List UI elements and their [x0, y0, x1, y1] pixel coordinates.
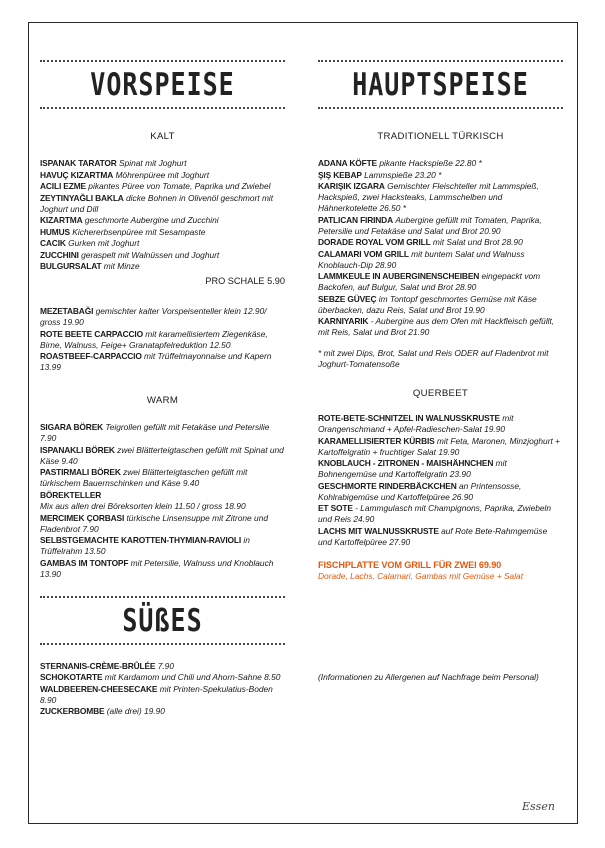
menu-item — [40, 227, 285, 238]
item-desc: pikantes Püree von Tomate, Paprika und Zwiebel — [88, 181, 271, 191]
menu-item — [40, 661, 285, 672]
item-name: HUMUS — [40, 226, 70, 237]
menu-item — [318, 271, 563, 293]
item-desc: Möhrenpüree mit Joghurt — [115, 169, 210, 180]
menu-item — [40, 329, 285, 351]
subheading-querbeet: QUERBEET — [412, 388, 469, 399]
trad-list — [318, 158, 563, 338]
item-name: SELBSTGEMACHTE KAROTTEN-THYMIAN-RAVIOLI — [40, 535, 242, 545]
divider-top — [40, 60, 285, 62]
item-desc: mit Orangenschmand + Apfel-Radieschen-Salat 19.90 — [318, 413, 514, 434]
item-name: LAMMKEULE IN AUBERGINENSCHEIBEN — [318, 271, 480, 281]
item-name: KIZARTMA — [40, 215, 83, 225]
item-desc: dicke Bohnen in Olivenöl geschmort mit Joghurt und Dill — [40, 192, 274, 214]
divider-top — [318, 60, 563, 62]
item-desc: geschmorte Aubergine und Zucchini — [84, 215, 219, 225]
item-desc: Gemischter Fleischteller mit Lammspieß, Hackspieß, zwei Hacksteaks, Lammschelben und Hähnerkotelette 26.50 * — [318, 181, 539, 213]
item-name: HAVUÇ KIZARTMA — [40, 169, 114, 180]
item-name: ROTE-BETE-SCHNITZEL IN WALNUSSKRUSTE — [318, 413, 500, 423]
item-desc: Gurken mit Joghurt — [68, 238, 140, 248]
item-name: ET SOTE — [318, 503, 353, 513]
item-name: CALAMARI VOM GRILL — [318, 248, 409, 259]
menu-item — [40, 672, 285, 683]
item-name: KARAMELLISIERTER KÜRBIS — [318, 435, 435, 446]
kalt-price: PRO SCHALE 5.90 — [205, 276, 285, 286]
heading-hauptspeise: HAUPTSPEISE — [352, 66, 529, 103]
item-name: GAMBAS IM TONTOPF — [40, 557, 129, 568]
menu-item — [40, 467, 285, 489]
item-name: CACIK — [40, 238, 66, 248]
item-desc: mit Kardamom und Chili und Ahorn-Sahne 8.50 — [104, 672, 281, 682]
menu-item — [318, 158, 563, 169]
item-desc: gemischter kalter Vorspeisenteller klein 12.90/ gross 19.90 — [40, 306, 267, 327]
item-name: KARNIYARIK — [318, 316, 369, 326]
menu-item — [318, 526, 563, 548]
menu-item — [40, 535, 285, 557]
item-desc: Kichererbsenpüree mit Sesampaste — [72, 226, 206, 237]
item-desc: zwei Blätterteigtaschen gefüllt mit Spinat und Käse 9.40 — [40, 444, 284, 466]
item-name: MEZETABAĞI — [40, 306, 94, 316]
menu-item — [40, 193, 285, 215]
menu-item — [318, 481, 563, 503]
item-name: ZEYTINYAĞLI BAKLA — [40, 192, 124, 203]
item-desc: an Printensosse, Kohlrabigemüse und Kartoffelpüree 26.90 — [318, 480, 522, 502]
querbeet-list — [318, 413, 563, 548]
menu-item — [40, 250, 285, 261]
menu-item — [40, 351, 285, 373]
item-desc: auf Rote Bete-Rahmgemüse und Kartoffelpüree 27.90 — [318, 525, 548, 547]
menu-item — [40, 170, 285, 181]
item-name: DORADE ROYAL VOM GRILL — [318, 237, 431, 247]
menu-item — [40, 158, 285, 169]
item-name: GESCHMORTE RINDERBÄCKCHEN — [318, 480, 457, 491]
item-name: BULGURSALAT — [40, 261, 102, 271]
kalt-list-2 — [40, 306, 285, 373]
menu-item — [318, 413, 563, 435]
menu-item — [40, 684, 285, 706]
signature: Essen — [522, 800, 555, 813]
menu-item — [40, 238, 285, 249]
menu-item — [40, 513, 285, 535]
item-name: SIGARA BÖREK — [40, 422, 104, 432]
item-name: ACILI EZME — [40, 181, 86, 191]
menu-item — [318, 181, 563, 214]
item-name: ROASTBEEF-CARPACCIO — [40, 351, 142, 361]
menu-item — [40, 422, 285, 444]
item-desc: Teigrollen gefüllt mit Fetakäse und Petersilie 7.90 — [40, 422, 270, 443]
warm-list — [40, 422, 285, 580]
menu-item — [40, 706, 285, 717]
menu-item — [40, 445, 285, 467]
menu-item — [318, 215, 563, 237]
subheading-traditionell: TRADITIONELL TÜRKISCH — [377, 131, 504, 142]
item-desc: mit Feta, Maronen, Minzjoghurt + Kartoffelgratin + fruchtiger Salat 19.90 — [318, 435, 561, 457]
menu-item — [318, 458, 563, 480]
item-name: ISPANAK TARATOR — [40, 158, 117, 168]
subheading-kalt: KALT — [150, 131, 175, 142]
menu-item — [40, 215, 285, 226]
menu-item — [40, 490, 285, 501]
heading-suesses: SÜßES — [122, 601, 203, 639]
menu-item — [318, 503, 563, 525]
item-name: ZUCKERBOMBE — [40, 706, 105, 716]
divider — [40, 107, 285, 109]
item-desc: - Lammgulasch mit Champignons, Paprika, Zwiebeln und Reis 24.90 — [318, 503, 552, 524]
item-desc: pikante Hackspieße 22.80 * — [379, 158, 482, 168]
heading-vorspeise: VORSPEISE — [90, 66, 235, 103]
item-desc: 7.90 — [157, 660, 174, 671]
item-name: PASTIRMALI BÖREK — [40, 467, 121, 477]
item-desc: im Tontopf geschmortes Gemüse mit Käse überbacken, dazu Reis, Salat und Brot 19.90 — [318, 293, 537, 315]
item-name: ISPANAKLI BÖREK — [40, 444, 115, 455]
divider — [40, 643, 285, 645]
item-desc: mit Salat und Brot 28.90 — [432, 237, 523, 247]
item-desc: zwei Blätterteigtaschen gefüllt mit türkischem Bauernschinken und Käse 9.40 — [40, 467, 248, 488]
item-desc: geraspelt mit Walnüssen und Joghurt — [81, 249, 220, 260]
menu-item — [318, 316, 563, 338]
menu-item — [40, 501, 285, 512]
item-desc: eingepackt vom Backofen, auf Bulgur, Salat und Brot 28.90 — [318, 271, 541, 292]
menu-item — [40, 306, 285, 328]
item-desc: Lammspieße 23.20 * — [364, 169, 442, 180]
item-desc: mit Trüffelmayonnaise und Kapern 13.99 — [40, 351, 272, 372]
item-desc: Spinat mit Joghurt — [119, 158, 187, 168]
item-name: KARIŞIK IZGARA — [318, 181, 385, 191]
fisch-desc: Dorade, Lachs, Calamari, Gambas mit Gemüse + Salat — [318, 571, 524, 581]
kalt-list — [40, 158, 285, 272]
menu-item — [40, 181, 285, 192]
menu-item — [318, 237, 563, 248]
subheading-warm: WARM — [146, 395, 179, 406]
item-desc: mit Petersilie, Walnuss und Knoblauch 13.90 — [40, 557, 274, 579]
item-name: WALDBEEREN-CHEESECAKE — [40, 683, 158, 694]
item-name: PATLICAN FIRINDA — [318, 214, 393, 225]
divider — [318, 107, 563, 109]
item-name: ŞIŞ KEBAP — [318, 169, 362, 180]
item-name: STERNANIS-CRÈME-BRÛLÉE — [40, 660, 156, 671]
item-desc: mit Printen-Spekulatius-Boden 8.90 — [40, 683, 273, 705]
item-desc: (alle drei) 19.90 — [106, 706, 165, 716]
menu-item — [40, 261, 285, 272]
item-name: SEBZE GÜVEÇ — [318, 293, 377, 304]
item-name: ADANA KÖFTE — [318, 158, 377, 168]
item-desc: mit Minze — [103, 261, 140, 271]
item-desc: mit karamellisiertem Ziegenkäse, Birne, Walnuss, Feige+ Granatapfelreduktion 12.50 — [40, 328, 268, 350]
item-name: ROTE BEETE CARPACCIO — [40, 328, 143, 339]
item-desc: Aubergine gefüllt mit Tomaten, Paprika, Petersilie und Fetakäse und Salat und Brot 20.90 — [318, 214, 542, 236]
fisch-title: FISCHPLATTE VOM GRILL FÜR ZWEI 69.90 — [318, 559, 502, 570]
item-desc: mit Bohnengemüse und Kartoffelgratin 23.90 — [318, 458, 507, 479]
item-desc: in Trüffelrahm 13.50 — [40, 535, 250, 556]
item-desc: Mix aus allen drei Böreksorten klein 11.50 / gross 18.90 — [40, 501, 246, 511]
item-desc: türkische Linsensuppe mit Zitrone und Fladenbrot 7.90 — [40, 512, 269, 534]
item-name: SCHOKOTARTE — [40, 672, 103, 682]
menu-item — [318, 249, 563, 271]
right-column — [318, 60, 563, 684]
note: * mit zwei Dips, Brot, Salat und Reis ODER auf Fladenbrot mit Joghurt-Tomatensoße — [318, 348, 549, 369]
item-name: ZUCCHINI — [40, 249, 79, 260]
menu-item — [318, 170, 563, 181]
item-name: LACHS MIT WALNUSSKRUSTE — [318, 525, 439, 536]
allergen-note: (Informationen zu Allergenen auf Nachfrage beim Personal) — [318, 672, 539, 682]
menu-item — [318, 294, 563, 316]
divider — [40, 596, 285, 598]
item-desc: mit buntem Salat und Walnuss Knoblauch-Dip 28.90 — [318, 248, 525, 270]
item-desc: - Aubergine aus dem Ofen mit Hackfleisch gefüllt, mit Reis, Salat und Brot 21.90 — [318, 316, 555, 337]
item-name: BÖREKTELLER — [40, 489, 102, 500]
item-name: KNOBLAUCH - ZITRONEN - MAISHÄHNCHEN — [318, 458, 494, 468]
menu-item — [40, 558, 285, 580]
menu-item — [318, 436, 563, 458]
sweet-list — [40, 661, 285, 718]
item-name: MERCIMEK ÇORBASI — [40, 512, 125, 523]
left-column — [40, 60, 285, 718]
